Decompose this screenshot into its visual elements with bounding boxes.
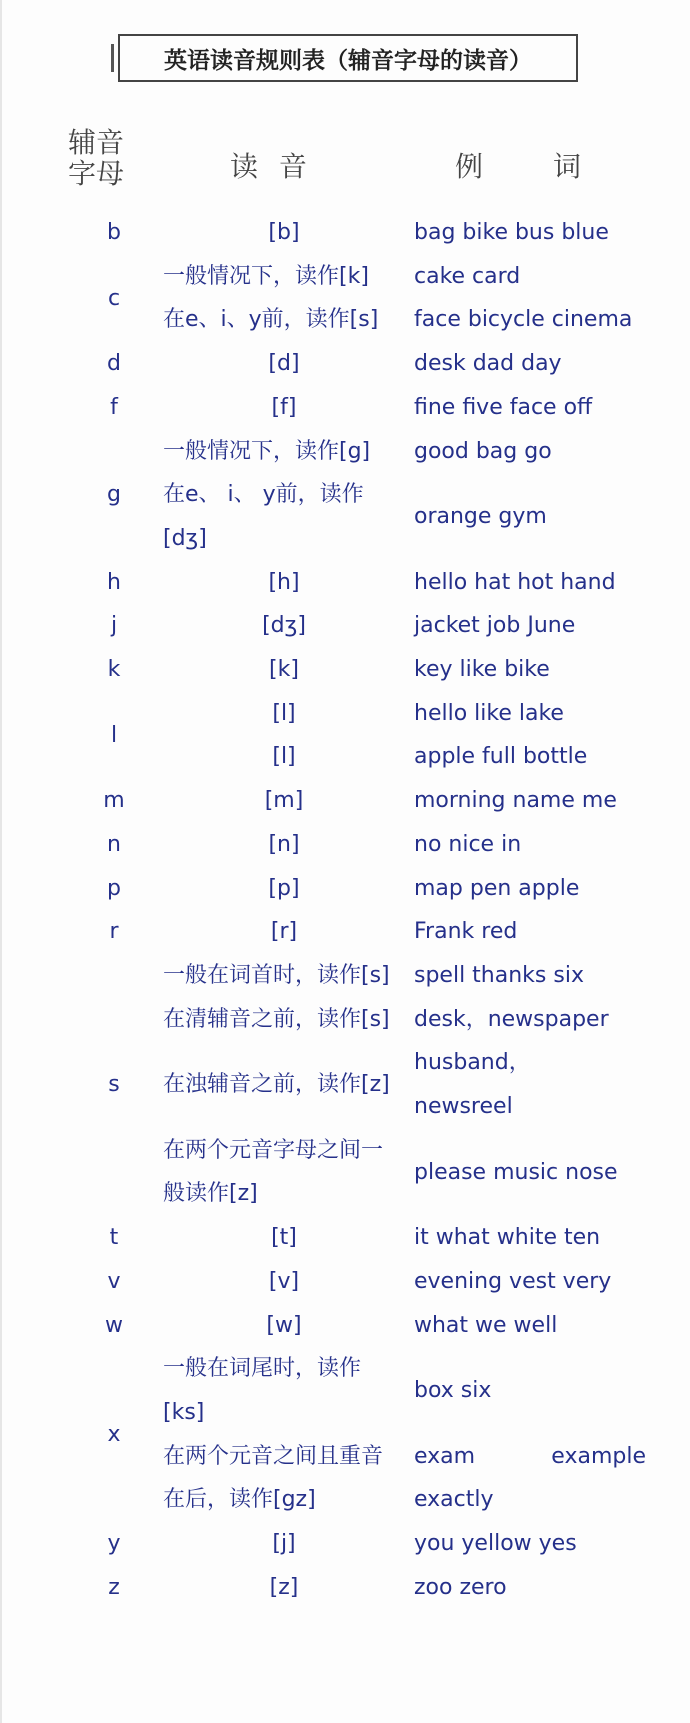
letter-cell: f [110,394,118,420]
sound-cell: [r] [270,919,298,945]
sound-cell: [z] [269,1574,299,1600]
sound-cell: [n] [268,831,300,857]
sound-cell: [l] [272,700,296,726]
sound-text: 在e、 i、 y前，读作[dʒ] [163,482,364,551]
example-cell: box six [414,1378,492,1404]
sound-text: 一般在词尾时，读作[ks] [163,1356,362,1425]
table-row [70,1041,684,1128]
sound-cell: [b] [268,220,300,245]
example-cell: key like bike [414,657,550,683]
example-cell: desk dad day [414,351,562,377]
table-row [70,1216,684,1260]
sound-text: 在浊辅音之前，读作[z] [163,1072,390,1098]
sound-cell: [h] [268,569,300,595]
example-word: exactly [414,1487,494,1513]
table-row [70,823,684,867]
example-cell: what we well [414,1312,558,1338]
example-cell: apple full bottle [414,744,588,770]
sound-cell: [m] [264,788,304,814]
sound-cell [158,298,410,342]
letter-cell: v [107,1268,121,1294]
letter-cell: m [103,788,125,814]
sound-cell [158,1041,410,1128]
letter-cell: w [105,1312,123,1338]
sound-cell: [w] [266,1312,302,1338]
example-cell: hello like lake [414,700,564,726]
sound-cell [158,998,410,1042]
example-word: example [551,1443,646,1469]
letter-cell: x [107,1421,121,1447]
letter-cell: c [107,285,121,311]
table-row [70,342,684,386]
table-row [70,1566,684,1610]
table-row [70,255,684,299]
example-word: exam [414,1443,476,1469]
table-row [70,430,684,474]
example-cell [410,1041,684,1128]
example-cell: no nice in [414,831,522,857]
table-row [70,692,684,736]
sound-cell [158,1435,410,1522]
table-row [70,298,684,342]
page-edge-line [0,0,2,1723]
table-row [70,1347,684,1434]
sound-cell: [k] [269,657,299,683]
sound-cell [158,954,410,998]
table-row [70,1435,684,1522]
table-row [70,1304,684,1348]
letter-cell: h [107,569,121,595]
sound-cell: [t] [271,1225,297,1251]
table-row [70,910,684,954]
sound-text: 一般在词首时，读作[s] [163,962,390,988]
example-cell: it what white ten [414,1225,601,1251]
example-cell: map pen apple [414,875,580,901]
letter-cell: l [110,722,118,748]
example-cell: cake card [414,263,521,289]
letter-cell: s [108,1072,120,1098]
table-row [70,735,684,779]
example-cell: morning name me [414,788,617,814]
table-row [70,473,684,560]
table-row [70,1129,684,1216]
sound-text: 在两个元音之间且重音在后，读作[gz] [163,1443,384,1513]
table-row [70,211,684,255]
consonant-table [70,211,684,1610]
example-cell: desk，newspaper [414,1006,609,1032]
table-row [70,954,684,998]
letter-cell: r [109,919,119,945]
example-cell: bag bike bus blue [414,220,609,245]
example-cell: evening vest very [414,1268,612,1294]
sound-cell: [l] [272,744,296,770]
sound-text: 在清辅音之前，读作[s] [163,1006,390,1032]
page-title [118,34,578,82]
table-row [70,604,684,648]
letter-cell: d [107,351,121,377]
sound-text: 在两个元音字母之间一般读作[z] [163,1137,384,1207]
sound-cell: [p] [268,875,300,901]
table-row [70,386,684,430]
example-cell [410,1435,684,1522]
letter-cell: g [107,482,121,508]
letter-cell: j [110,613,118,639]
example-cell: zoo zero [414,1574,507,1600]
title-mark [111,44,114,72]
sound-text: 在e、i、y前，读作[s] [163,307,379,333]
sound-cell [158,1129,410,1216]
header-example-char-2: 词 [553,150,582,183]
sound-cell: [f] [271,394,297,420]
table-row [70,867,684,911]
example-cell: jacket job June [414,613,576,639]
letter-cell: p [107,875,121,901]
sound-cell [158,1347,410,1434]
letter-cell: z [108,1574,120,1600]
example-cell: fine five face off [414,394,593,420]
table-row [70,648,684,692]
example-text: husband，newsreel [414,1050,531,1120]
sound-text: 一般情况下，读作[k] [163,263,369,289]
example-cell: good bag go [414,438,552,464]
table-row [70,998,684,1042]
table-row [70,1522,684,1566]
letter-cell: b [107,220,121,245]
sound-cell [158,255,410,299]
example-cell: spell thanks six [414,962,584,988]
example-cell: you yellow yes [414,1531,577,1557]
letter-cell: k [107,657,121,683]
example-cell: hello hat hot hand [414,569,616,595]
sound-cell: [d] [268,351,300,377]
sound-cell: [v] [268,1268,300,1294]
example-cell: Frank red [414,919,518,945]
sound-cell [158,430,410,474]
header-sound: 读 音 [230,150,313,183]
table-row [70,779,684,823]
sound-cell [158,473,410,560]
header-example-char-1: 例 [455,150,484,183]
letter-cell: n [107,831,121,857]
example-cell: face bicycle cinema [414,307,633,333]
table-row [70,561,684,605]
sound-cell: [j] [272,1531,296,1557]
page-title-text: 英语读音规则表（辅音字母的读音） [164,47,532,74]
header-letter: 辅音字母 [68,126,125,190]
sound-cell: [dʒ] [262,613,306,639]
example-cell: please music nose [414,1159,618,1185]
letter-cell: y [107,1531,121,1557]
example-justified-line [414,1435,646,1479]
header-example [455,152,651,183]
sound-text: 一般情况下，读作[g] [163,438,371,464]
table-row [70,1260,684,1304]
letter-cell: t [109,1225,119,1251]
example-cell: orange gym [414,504,547,530]
